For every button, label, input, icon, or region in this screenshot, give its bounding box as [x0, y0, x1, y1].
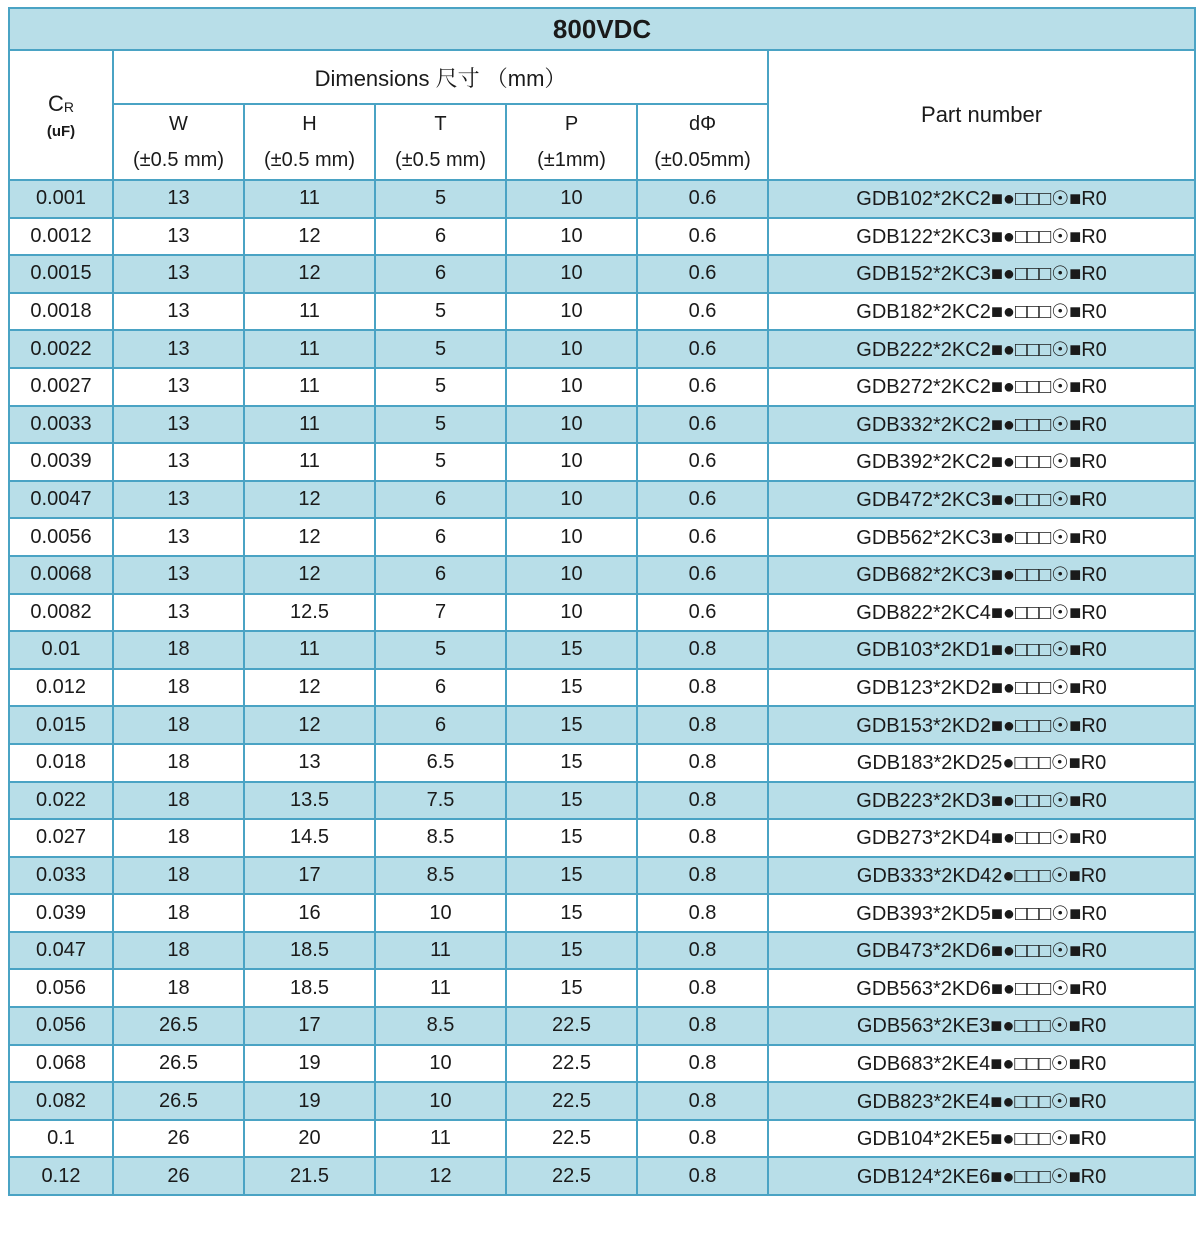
cell-thickness: 6 — [375, 255, 506, 293]
cell-thickness: 5 — [375, 330, 506, 368]
cell-pitch: 15 — [506, 857, 637, 895]
cell-part-number: GDB223*2KD3■●□□□☉■R0 — [768, 782, 1195, 820]
cell-pitch: 10 — [506, 443, 637, 481]
table-row — [9, 594, 1195, 632]
cell-part-number: GDB563*2KD6■●□□□☉■R0 — [768, 969, 1195, 1007]
cell-part-number: GDB153*2KD2■●□□□☉■R0 — [768, 706, 1195, 744]
cr-header — [9, 50, 113, 180]
cell-height: 19 — [244, 1045, 375, 1083]
table-row — [9, 293, 1195, 331]
cell-height: 11 — [244, 330, 375, 368]
cell-height: 18.5 — [244, 969, 375, 1007]
table-row — [9, 932, 1195, 970]
table-row — [9, 368, 1195, 406]
cell-part-number: GDB273*2KD4■●□□□☉■R0 — [768, 819, 1195, 857]
cell-capacitance: 0.0047 — [9, 481, 113, 519]
cell-capacitance: 0.018 — [9, 744, 113, 782]
dim-column-tolerance: (±0.05mm) — [654, 149, 751, 171]
dim-column-label: T — [434, 113, 447, 135]
table-row — [9, 894, 1195, 932]
cell-height: 16 — [244, 894, 375, 932]
cell-part-number: GDB333*2KD42●□□□☉■R0 — [768, 857, 1195, 895]
dim-column-label: P — [564, 113, 579, 135]
cell-pitch: 10 — [506, 255, 637, 293]
cell-thickness: 8.5 — [375, 1007, 506, 1045]
cell-part-number: GDB222*2KC2■●□□□☉■R0 — [768, 330, 1195, 368]
cell-width: 26 — [113, 1120, 244, 1158]
cell-lead-diameter: 0.8 — [637, 1045, 768, 1083]
capacitor-spec-table — [8, 7, 1196, 1196]
cell-thickness: 5 — [375, 443, 506, 481]
table-row — [9, 782, 1195, 820]
cell-lead-diameter: 0.6 — [637, 368, 768, 406]
dimensions-header: Dimensions 尺寸 （mm） — [113, 50, 768, 104]
cell-capacitance: 0.001 — [9, 180, 113, 218]
cell-height: 12.5 — [244, 594, 375, 632]
cell-capacitance: 0.0082 — [9, 594, 113, 632]
cell-lead-diameter: 0.8 — [637, 631, 768, 669]
table-row — [9, 443, 1195, 481]
cell-part-number: GDB102*2KC2■●□□□☉■R0 — [768, 180, 1195, 218]
cell-part-number: GDB823*2KE4■●□□□☉■R0 — [768, 1082, 1195, 1120]
cell-height: 19 — [244, 1082, 375, 1120]
table-title: 800VDC — [9, 8, 1195, 50]
cell-pitch: 10 — [506, 594, 637, 632]
cell-capacitance: 0.068 — [9, 1045, 113, 1083]
cell-width: 18 — [113, 932, 244, 970]
dim-column-label: dΦ — [688, 113, 717, 135]
cell-thickness: 7 — [375, 594, 506, 632]
cell-thickness: 6 — [375, 218, 506, 256]
cell-lead-diameter: 0.6 — [637, 518, 768, 556]
cell-height: 20 — [244, 1120, 375, 1158]
cell-width: 18 — [113, 894, 244, 932]
cell-thickness: 12 — [375, 1157, 506, 1195]
cell-lead-diameter: 0.8 — [637, 744, 768, 782]
cell-height: 11 — [244, 406, 375, 444]
cell-capacitance: 0.056 — [9, 969, 113, 1007]
cell-lead-diameter: 0.6 — [637, 180, 768, 218]
cell-height: 14.5 — [244, 819, 375, 857]
cell-part-number: GDB104*2KE5■●□□□☉■R0 — [768, 1120, 1195, 1158]
cell-width: 13 — [113, 255, 244, 293]
cell-width: 13 — [113, 293, 244, 331]
cell-capacitance: 0.047 — [9, 932, 113, 970]
cell-pitch: 15 — [506, 706, 637, 744]
cell-pitch: 22.5 — [506, 1082, 637, 1120]
cell-width: 18 — [113, 969, 244, 1007]
spec-table-container — [8, 7, 1194, 1196]
table-row — [9, 1157, 1195, 1195]
cell-part-number: GDB103*2KD1■●□□□☉■R0 — [768, 631, 1195, 669]
cell-lead-diameter: 0.6 — [637, 293, 768, 331]
table-row — [9, 518, 1195, 556]
cell-part-number: GDB182*2KC2■●□□□☉■R0 — [768, 293, 1195, 331]
cell-width: 13 — [113, 330, 244, 368]
cell-pitch: 22.5 — [506, 1045, 637, 1083]
cr-unit: (uF) — [46, 122, 76, 140]
cell-height: 13.5 — [244, 782, 375, 820]
table-row — [9, 1045, 1195, 1083]
cell-lead-diameter: 0.6 — [637, 218, 768, 256]
table-row — [9, 180, 1195, 218]
cell-width: 26.5 — [113, 1082, 244, 1120]
cell-height: 21.5 — [244, 1157, 375, 1195]
cell-width: 13 — [113, 481, 244, 519]
cell-height: 12 — [244, 255, 375, 293]
table-row — [9, 819, 1195, 857]
dim-column-tolerance: (±0.5 mm) — [264, 149, 355, 171]
cell-part-number: GDB332*2KC2■●□□□☉■R0 — [768, 406, 1195, 444]
cell-height: 18.5 — [244, 932, 375, 970]
cell-thickness: 5 — [375, 180, 506, 218]
cell-width: 18 — [113, 857, 244, 895]
cell-pitch: 15 — [506, 669, 637, 707]
cell-capacitance: 0.022 — [9, 782, 113, 820]
cell-lead-diameter: 0.6 — [637, 406, 768, 444]
dim-column-tolerance: (±0.5 mm) — [395, 149, 486, 171]
cell-capacitance: 0.12 — [9, 1157, 113, 1195]
dim-column-tolerance: (±1mm) — [537, 149, 606, 171]
cell-width: 13 — [113, 443, 244, 481]
cell-part-number: GDB683*2KE4■●□□□☉■R0 — [768, 1045, 1195, 1083]
dim-column-label: H — [302, 113, 317, 135]
cell-capacitance: 0.1 — [9, 1120, 113, 1158]
cell-width: 13 — [113, 556, 244, 594]
cell-capacitance: 0.0039 — [9, 443, 113, 481]
cr-subscript: R — [63, 98, 74, 115]
cell-width: 18 — [113, 744, 244, 782]
cell-width: 13 — [113, 594, 244, 632]
cell-pitch: 10 — [506, 518, 637, 556]
cell-part-number: GDB682*2KC3■●□□□☉■R0 — [768, 556, 1195, 594]
table-row — [9, 481, 1195, 519]
cell-capacitance: 0.039 — [9, 894, 113, 932]
cell-thickness: 10 — [375, 894, 506, 932]
cell-pitch: 10 — [506, 368, 637, 406]
cell-capacitance: 0.027 — [9, 819, 113, 857]
table-row — [9, 1007, 1195, 1045]
dim-column-tolerance: (±0.5 mm) — [133, 149, 224, 171]
cell-lead-diameter: 0.8 — [637, 1082, 768, 1120]
dim-column-header — [113, 104, 244, 180]
cell-thickness: 11 — [375, 969, 506, 1007]
cell-lead-diameter: 0.6 — [637, 443, 768, 481]
table-row — [9, 1120, 1195, 1158]
cell-pitch: 22.5 — [506, 1157, 637, 1195]
table-row — [9, 330, 1195, 368]
cell-lead-diameter: 0.6 — [637, 255, 768, 293]
cell-pitch: 10 — [506, 293, 637, 331]
cell-thickness: 5 — [375, 293, 506, 331]
cr-label: C — [47, 90, 64, 116]
cell-height: 12 — [244, 218, 375, 256]
cell-capacitance: 0.0056 — [9, 518, 113, 556]
cell-capacitance: 0.0027 — [9, 368, 113, 406]
cell-capacitance: 0.01 — [9, 631, 113, 669]
cell-width: 13 — [113, 180, 244, 218]
cell-thickness: 7.5 — [375, 782, 506, 820]
cell-height: 12 — [244, 481, 375, 519]
cell-width: 13 — [113, 406, 244, 444]
cell-thickness: 8.5 — [375, 857, 506, 895]
cell-pitch: 15 — [506, 894, 637, 932]
table-row — [9, 1082, 1195, 1120]
cell-lead-diameter: 0.6 — [637, 556, 768, 594]
cell-part-number: GDB562*2KC3■●□□□☉■R0 — [768, 518, 1195, 556]
cell-lead-diameter: 0.8 — [637, 782, 768, 820]
cell-capacitance: 0.056 — [9, 1007, 113, 1045]
cell-height: 17 — [244, 1007, 375, 1045]
cell-lead-diameter: 0.8 — [637, 894, 768, 932]
table-row — [9, 218, 1195, 256]
cell-width: 13 — [113, 518, 244, 556]
cell-thickness: 6 — [375, 669, 506, 707]
cell-capacitance: 0.0012 — [9, 218, 113, 256]
cell-part-number: GDB122*2KC3■●□□□☉■R0 — [768, 218, 1195, 256]
cell-thickness: 5 — [375, 368, 506, 406]
cell-thickness: 6.5 — [375, 744, 506, 782]
cell-width: 18 — [113, 706, 244, 744]
cell-thickness: 5 — [375, 631, 506, 669]
cell-capacitance: 0.0018 — [9, 293, 113, 331]
cell-capacitance: 0.012 — [9, 669, 113, 707]
cell-width: 26 — [113, 1157, 244, 1195]
cell-thickness: 10 — [375, 1082, 506, 1120]
cell-part-number: GDB152*2KC3■●□□□☉■R0 — [768, 255, 1195, 293]
cell-thickness: 6 — [375, 481, 506, 519]
cell-capacitance: 0.082 — [9, 1082, 113, 1120]
cell-thickness: 6 — [375, 556, 506, 594]
table-row — [9, 556, 1195, 594]
cell-part-number: GDB123*2KD2■●□□□☉■R0 — [768, 669, 1195, 707]
cell-part-number: GDB563*2KE3■●□□□☉■R0 — [768, 1007, 1195, 1045]
table-row — [9, 706, 1195, 744]
table-row — [9, 857, 1195, 895]
cell-lead-diameter: 0.8 — [637, 932, 768, 970]
dim-column-header — [244, 104, 375, 180]
cell-part-number: GDB124*2KE6■●□□□☉■R0 — [768, 1157, 1195, 1195]
cell-capacitance: 0.0015 — [9, 255, 113, 293]
cell-lead-diameter: 0.8 — [637, 669, 768, 707]
cell-capacitance: 0.015 — [9, 706, 113, 744]
cell-pitch: 10 — [506, 218, 637, 256]
cell-pitch: 10 — [506, 180, 637, 218]
cell-lead-diameter: 0.6 — [637, 330, 768, 368]
cell-thickness: 6 — [375, 706, 506, 744]
cell-lead-diameter: 0.8 — [637, 969, 768, 1007]
cell-part-number: GDB393*2KD5■●□□□☉■R0 — [768, 894, 1195, 932]
dim-column-label: W — [169, 113, 188, 135]
cell-pitch: 10 — [506, 481, 637, 519]
table-row — [9, 631, 1195, 669]
cell-width: 13 — [113, 218, 244, 256]
cell-width: 26.5 — [113, 1045, 244, 1083]
cell-capacitance: 0.0022 — [9, 330, 113, 368]
cell-lead-diameter: 0.6 — [637, 481, 768, 519]
cell-height: 12 — [244, 518, 375, 556]
cell-pitch: 15 — [506, 932, 637, 970]
cell-height: 12 — [244, 669, 375, 707]
cell-thickness: 6 — [375, 518, 506, 556]
cell-pitch: 22.5 — [506, 1120, 637, 1158]
dim-column-header — [506, 104, 637, 180]
table-row — [9, 744, 1195, 782]
cell-pitch: 15 — [506, 631, 637, 669]
cell-width: 13 — [113, 368, 244, 406]
cell-pitch: 15 — [506, 969, 637, 1007]
cell-thickness: 11 — [375, 1120, 506, 1158]
cell-part-number: GDB183*2KD25●□□□☉■R0 — [768, 744, 1195, 782]
cell-lead-diameter: 0.8 — [637, 706, 768, 744]
cell-height: 11 — [244, 293, 375, 331]
cell-lead-diameter: 0.6 — [637, 594, 768, 632]
table-row — [9, 255, 1195, 293]
cell-pitch: 15 — [506, 782, 637, 820]
cell-height: 12 — [244, 556, 375, 594]
cell-width: 26.5 — [113, 1007, 244, 1045]
part-number-header: Part number — [768, 50, 1195, 180]
cell-lead-diameter: 0.8 — [637, 1120, 768, 1158]
cell-thickness: 10 — [375, 1045, 506, 1083]
cell-pitch: 10 — [506, 330, 637, 368]
cell-capacitance: 0.033 — [9, 857, 113, 895]
cell-part-number: GDB473*2KD6■●□□□☉■R0 — [768, 932, 1195, 970]
cell-lead-diameter: 0.8 — [637, 819, 768, 857]
cell-lead-diameter: 0.8 — [637, 857, 768, 895]
table-row — [9, 406, 1195, 444]
cell-height: 11 — [244, 631, 375, 669]
table-row — [9, 969, 1195, 1007]
cell-width: 18 — [113, 782, 244, 820]
cell-thickness: 11 — [375, 932, 506, 970]
cell-capacitance: 0.0033 — [9, 406, 113, 444]
table-row — [9, 669, 1195, 707]
cell-part-number: GDB392*2KC2■●□□□☉■R0 — [768, 443, 1195, 481]
cell-height: 11 — [244, 443, 375, 481]
cell-height: 13 — [244, 744, 375, 782]
cell-width: 18 — [113, 669, 244, 707]
cell-capacitance: 0.0068 — [9, 556, 113, 594]
cell-pitch: 22.5 — [506, 1007, 637, 1045]
cell-width: 18 — [113, 819, 244, 857]
cell-height: 17 — [244, 857, 375, 895]
cell-pitch: 15 — [506, 819, 637, 857]
dim-column-header — [375, 104, 506, 180]
cell-pitch: 15 — [506, 744, 637, 782]
cell-thickness: 5 — [375, 406, 506, 444]
cell-part-number: GDB822*2KC4■●□□□☉■R0 — [768, 594, 1195, 632]
cell-part-number: GDB272*2KC2■●□□□☉■R0 — [768, 368, 1195, 406]
cell-part-number: GDB472*2KC3■●□□□☉■R0 — [768, 481, 1195, 519]
cell-height: 11 — [244, 368, 375, 406]
cell-lead-diameter: 0.8 — [637, 1007, 768, 1045]
dim-column-header — [637, 104, 768, 180]
cell-pitch: 10 — [506, 556, 637, 594]
cell-lead-diameter: 0.8 — [637, 1157, 768, 1195]
cell-thickness: 8.5 — [375, 819, 506, 857]
cell-height: 11 — [244, 180, 375, 218]
cell-pitch: 10 — [506, 406, 637, 444]
cell-height: 12 — [244, 706, 375, 744]
cell-width: 18 — [113, 631, 244, 669]
